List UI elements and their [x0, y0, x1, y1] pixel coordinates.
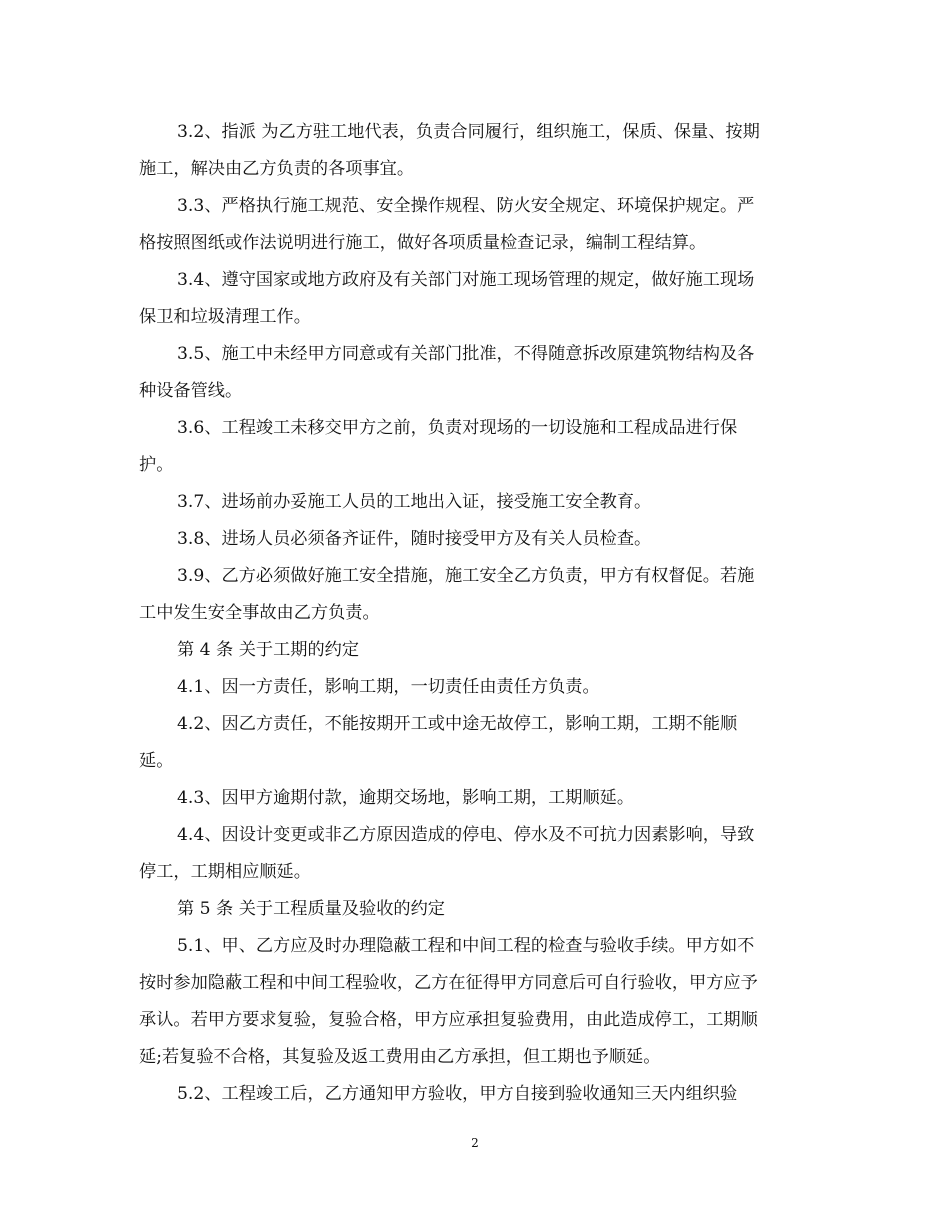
text-line: 延。 — [139, 751, 174, 771]
text-line: 格按照图纸或作法说明进行施工，做好各项质量检查记录，编制工程结算。 — [139, 233, 707, 253]
clause-paragraph — [139, 484, 814, 521]
clause-paragraph — [139, 817, 814, 891]
clause-paragraph — [139, 262, 814, 336]
clause-paragraph — [139, 114, 814, 188]
text-line: 4.3、因甲方逾期付款，逾期交场地，影响工期，工期顺延。 — [177, 788, 635, 808]
text-line: 工中发生安全事故由乙方负责。 — [139, 603, 380, 623]
page-number: 2 — [471, 1136, 479, 1150]
text-line: 第 4 条 关于工期的约定 — [177, 640, 360, 660]
text-line: 按时参加隐蔽工程和中间工程验收，乙方在征得甲方同意后可自行验收，甲方应予 — [139, 973, 758, 993]
clause-paragraph — [139, 188, 814, 262]
clause-paragraph — [139, 521, 814, 558]
clause-paragraph — [139, 780, 814, 817]
text-line: 4.1、因一方责任，影响工期，一切责任由责任方负责。 — [177, 677, 600, 697]
text-line: 保卫和垃圾清理工作。 — [139, 307, 311, 327]
clause-paragraph — [139, 669, 814, 706]
text-line: 施工，解决由乙方负责的各项事宜。 — [139, 159, 415, 179]
text-line: 3.3、严格执行施工规范、安全操作规程、防火安全规定、环境保护规定。严 — [177, 196, 755, 216]
clause-paragraph — [139, 928, 814, 1076]
text-line: 第 5 条 关于工程质量及验收的约定 — [177, 899, 445, 919]
text-line: 4.4、因设计变更或非乙方原因造成的停电、停水及不可抗力因素影响，导致 — [177, 825, 755, 845]
text-line: 3.2、指派 为乙方驻工地代表，负责合同履行，组织施工，保质、保量、按期 — [177, 122, 760, 142]
document-body — [139, 114, 814, 1113]
text-line: 3.8、进场人员必须备齐证件，随时接受甲方及有关人员检查。 — [177, 529, 652, 549]
clause-paragraph — [139, 558, 814, 632]
text-line: 护。 — [139, 455, 174, 475]
text-line: 3.9、乙方必须做好施工安全措施，施工安全乙方负责，甲方有权督促。若施 — [177, 566, 755, 586]
clause-paragraph — [139, 410, 814, 484]
section-heading — [139, 891, 814, 928]
text-line: 3.6、工程竣工未移交甲方之前，负责对现场的一切设施和工程成品进行保 — [177, 418, 738, 438]
text-line: 4.2、因乙方责任，不能按期开工或中途无故停工，影响工期，工期不能顺 — [177, 714, 738, 734]
section-heading — [139, 632, 814, 669]
text-line: 种设备管线。 — [139, 381, 243, 401]
clause-paragraph — [139, 706, 814, 780]
text-line: 3.4、遵守国家或地方政府及有关部门对施工现场管理的规定，做好施工现场 — [177, 270, 755, 290]
text-line: 3.5、施工中未经甲方同意或有关部门批准，不得随意拆改原建筑物结构及各 — [177, 344, 755, 364]
text-line: 延;若复验不合格，其复验及返工费用由乙方承担，但工期也予顺延。 — [139, 1047, 661, 1067]
text-line: 5.2、工程竣工后，乙方通知甲方验收，甲方自接到验收通知三天内组织验 — [177, 1084, 738, 1104]
text-line: 承认。若甲方要求复验，复验合格，甲方应承担复验费用，由此造成停工，工期顺 — [139, 1010, 758, 1030]
text-line: 5.1、甲、乙方应及时办理隐蔽工程和中间工程的检查与验收手续。甲方如不 — [177, 936, 755, 956]
clause-paragraph — [139, 336, 814, 410]
text-line: 3.7、进场前办妥施工人员的工地出入证，接受施工安全教育。 — [177, 492, 652, 512]
text-line: 停工，工期相应顺延。 — [139, 862, 311, 882]
clause-paragraph — [139, 1076, 814, 1113]
